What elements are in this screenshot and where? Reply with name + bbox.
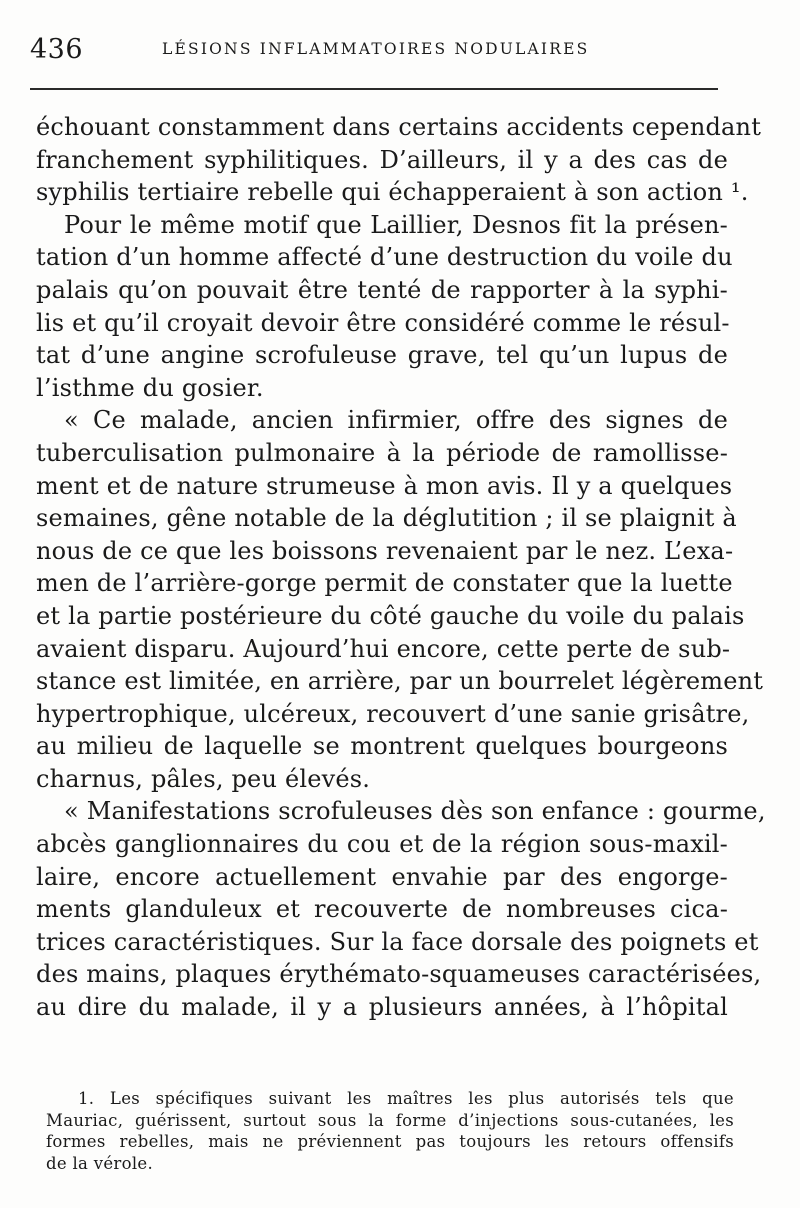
body-line: syphilis tertiaire rebelle qui échapperaient à son action ¹.	[36, 178, 749, 207]
body-line: « Manifestations scrofuleuses dès son enfance : gourme,	[64, 797, 766, 826]
body-line: tuberculisation pulmonaire à la période de ramollisse-	[36, 438, 728, 467]
body-line: avaient disparu. Aujourd’hui encore, cette perte de sub-	[36, 634, 731, 663]
body-line: des mains, plaques érythémato-squameuses caractérisées,	[36, 960, 762, 989]
body-line: charnus, pâles, peu élevés.	[36, 764, 371, 793]
running-title: LÉSIONS INFLAMMATOIRES NODULAIRES	[162, 40, 590, 58]
body-line: men de l’arrière-gorge permit de constater que la luette	[36, 569, 733, 598]
body-line: lis et qu’il croyait devoir être considéré comme le résul-	[36, 308, 730, 337]
body-line: tation d’un homme affecté d’une destruction du voile du	[36, 243, 733, 272]
body-line: semaines, gêne notable de la déglutition ; il se plaignit à	[36, 504, 737, 533]
footnote	[46, 1088, 734, 1175]
body-line: trices caractéristiques. Sur la face dorsale des poignets et	[36, 927, 759, 956]
body-line: Pour le même motif que Laillier, Desnos fit la présen-	[64, 210, 728, 239]
body-line: hypertrophique, ulcéreux, recouvert d’une sanie grisâtre,	[36, 699, 750, 728]
header-rule	[30, 88, 718, 90]
body-line: au dire du malade, il y a plusieurs années, à l’hôpital	[36, 993, 728, 1022]
body-line: et la partie postérieure du côté gauche du voile du palais	[36, 601, 745, 630]
page-number: 436	[30, 34, 84, 65]
body-line: franchement syphilitiques. D’ailleurs, il y a des cas de	[36, 145, 728, 174]
footnote-line: formes rebelles, mais ne préviennent pas toujours les retours offensifs	[46, 1132, 734, 1152]
body-line: « Ce malade, ancien infirmier, offre des signes de	[64, 406, 728, 435]
body-line: ments glanduleux et recouverte de nombreuses cica-	[36, 895, 728, 924]
body-line: échouant constamment dans certains accidents cependant	[36, 113, 762, 141]
footnote-line: 1. Les spécifiques suivant les maîtres les plus autorisés tels que	[78, 1089, 734, 1108]
body-line: stance est limitée, en arrière, par un bourrelet légèrement	[36, 667, 764, 696]
body-line: nous de ce que les boissons revenaient par le nez. L’exa-	[36, 536, 734, 565]
footnote-line: Mauriac, guérissent, surtout sous la forme d’injections sous-cutanées, les	[46, 1110, 734, 1130]
body-line: palais qu’on pouvait être tenté de rapporter à la syphi-	[36, 275, 728, 304]
footnote-line: de la vérole.	[46, 1154, 154, 1174]
body-line: tat d’une angine scrofuleuse grave, tel qu’un lupus de	[36, 341, 728, 370]
body-line: laire, encore actuellement envahie par des engorge-	[36, 862, 728, 891]
body-line: au milieu de laquelle se montrent quelques bourgeons	[36, 732, 728, 761]
body-text	[36, 111, 766, 1024]
body-line: abcès ganglionnaires du cou et de la région sous-maxil-	[36, 830, 728, 859]
body-line: ment et de nature strumeuse à mon avis. Il y a quelques	[36, 471, 733, 500]
body-line: l’isthme du gosier.	[36, 373, 264, 402]
